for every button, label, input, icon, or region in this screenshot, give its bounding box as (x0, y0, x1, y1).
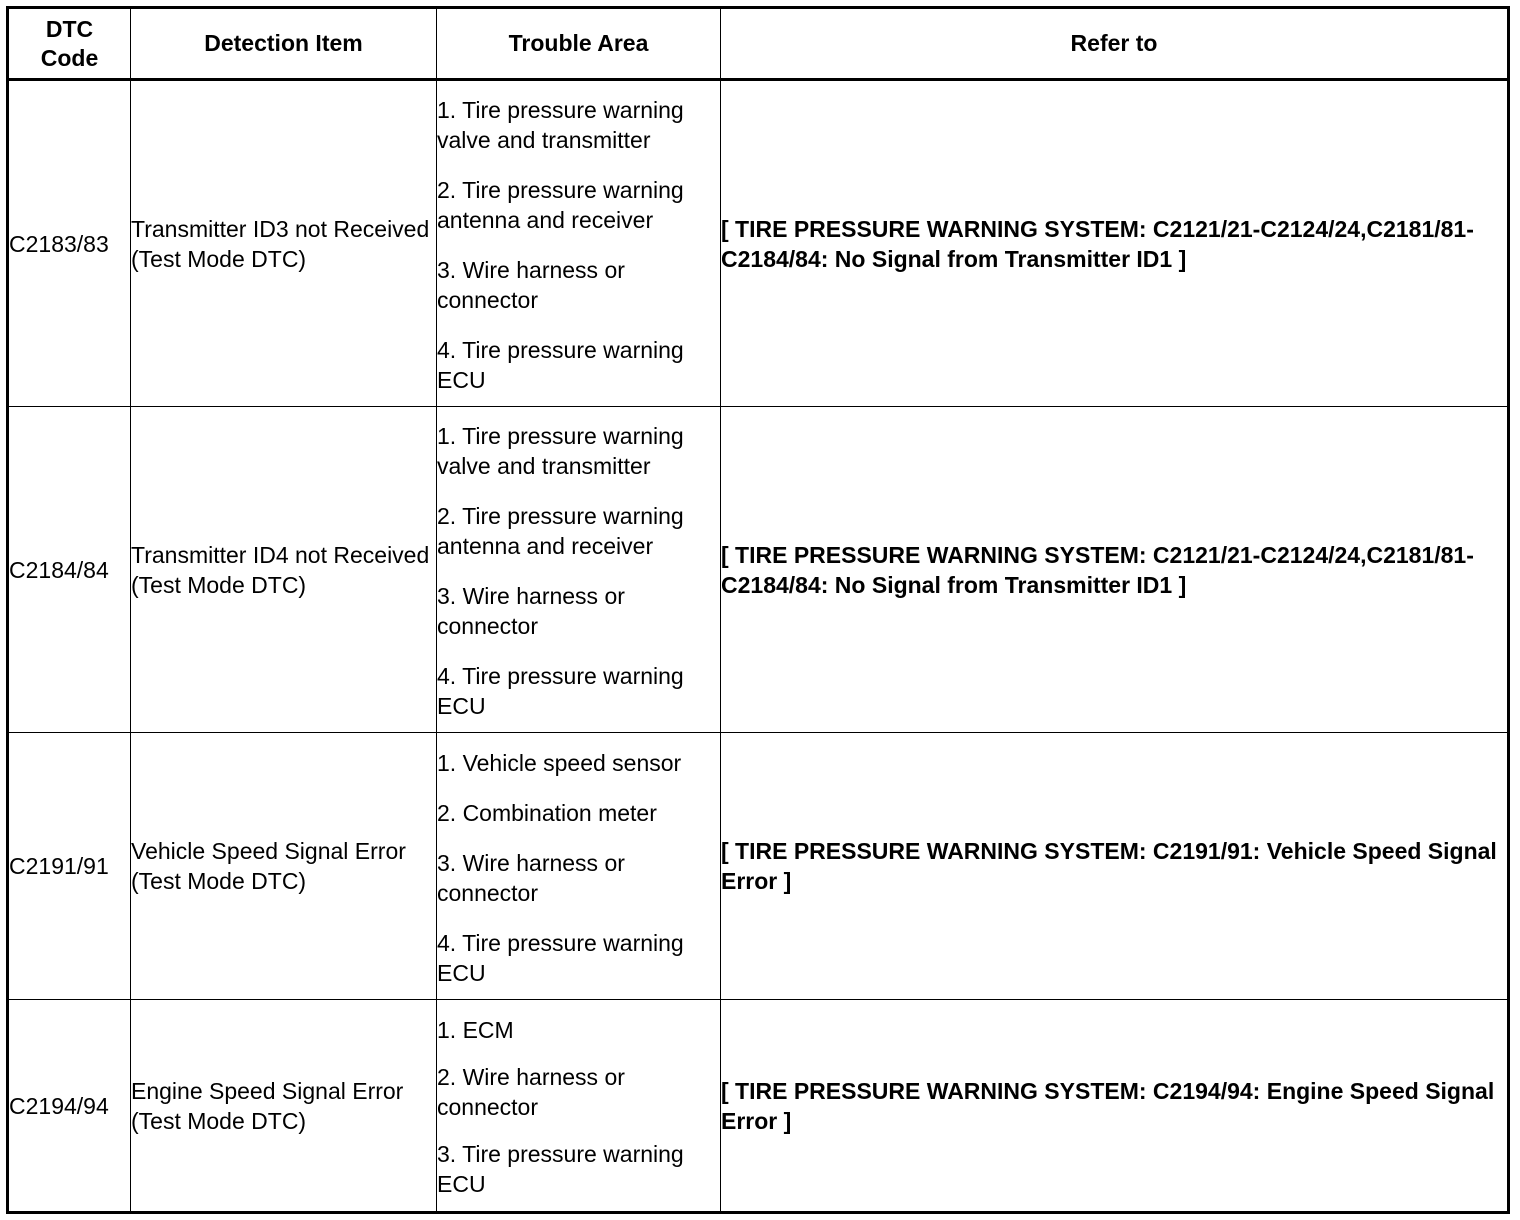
trouble-area-entry: 3. Tire pressure warning ECU (437, 1141, 684, 1197)
table-row (8, 733, 1509, 1000)
trouble-area-entry: 3. Wire harness or connector (437, 849, 625, 906)
detection-item-cell: Transmitter ID4 not Received (Test Mode DTC) (131, 407, 437, 733)
refer-to-link[interactable]: [ TIRE PRESSURE WARNING SYSTEM: C2121/21-C2124/24,C2181/81-C2184/84: No Signal from Transmitter ID1 ] (721, 80, 1509, 407)
table-row (8, 1000, 1509, 1213)
table-row (8, 407, 1509, 733)
detection-item-cell: Transmitter ID3 not Received (Test Mode DTC) (131, 80, 437, 407)
trouble-area-cell (437, 407, 721, 733)
trouble-area-cell (437, 1000, 721, 1213)
table-row (8, 80, 1509, 407)
dtc-table-container (6, 6, 1510, 1214)
trouble-area-entry: 4. Tire pressure warning ECU (437, 337, 684, 393)
trouble-area-entry: 4. Tire pressure warning ECU (437, 929, 684, 986)
table-header-row (8, 8, 1509, 80)
trouble-area-entry: 2. Combination meter (437, 799, 657, 826)
refer-to-link[interactable]: [ TIRE PRESSURE WARNING SYSTEM: C2121/21-C2124/24,C2181/81-C2184/84: No Signal from Transmitter ID1 ] (721, 407, 1509, 733)
detection-item-cell: Vehicle Speed Signal Error (Test Mode DTC) (131, 733, 437, 1000)
header-trouble-area: Trouble Area (437, 8, 721, 80)
trouble-area-entry: 2. Tire pressure warning antenna and receiver (437, 177, 684, 233)
trouble-area-entry: 4. Tire pressure warning ECU (437, 663, 684, 719)
refer-to-link[interactable]: [ TIRE PRESSURE WARNING SYSTEM: C2194/94: Engine Speed Signal Error ] (721, 1000, 1509, 1213)
dtc-code-cell: C2191/91 (8, 733, 131, 1000)
dtc-code-cell: C2184/84 (8, 407, 131, 733)
trouble-area-entry: 1. ECM (437, 1017, 514, 1043)
dtc-code-cell: C2194/94 (8, 1000, 131, 1213)
header-detection-item: Detection Item (131, 8, 437, 80)
trouble-area-cell (437, 80, 721, 407)
trouble-area-entry: 1. Tire pressure warning valve and transmitter (437, 97, 684, 153)
trouble-area-cell (437, 733, 721, 1000)
trouble-area-entry: 3. Wire harness or connector (437, 257, 625, 313)
detection-item-cell: Engine Speed Signal Error (Test Mode DTC) (131, 1000, 437, 1213)
trouble-area-entry: 3. Wire harness or connector (437, 583, 625, 639)
trouble-area-entry: 2. Wire harness or connector (437, 1064, 625, 1120)
header-refer-to: Refer to (721, 8, 1509, 80)
header-dtc-code: DTC Code (8, 8, 131, 80)
trouble-area-entry: 1. Tire pressure warning valve and transmitter (437, 423, 684, 479)
dtc-table (6, 6, 1510, 1214)
refer-to-link[interactable]: [ TIRE PRESSURE WARNING SYSTEM: C2191/91: Vehicle Speed Signal Error ] (721, 733, 1509, 1000)
trouble-area-entry: 2. Tire pressure warning antenna and receiver (437, 503, 684, 559)
dtc-code-cell: C2183/83 (8, 80, 131, 407)
trouble-area-entry: 1. Vehicle speed sensor (437, 749, 682, 776)
